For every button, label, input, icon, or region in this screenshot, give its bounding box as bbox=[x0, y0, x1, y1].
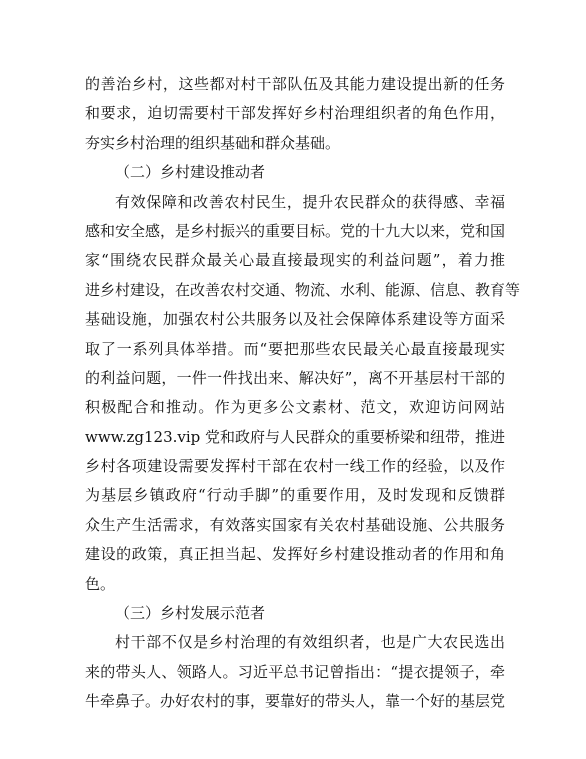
text-line: www.zg123.vip 党和政府与人民群众的重要桥梁和纽带，推进 bbox=[85, 427, 506, 446]
text-line: 基础设施，加强农村公共服务以及社会保障体系建设等方面采 bbox=[85, 310, 505, 329]
text-line: 进乡村建设，在改善农村交通、物流、水利、能源、信息、教育等 bbox=[85, 280, 521, 299]
text-line: 村干部不仅是乡村治理的有效组织者，也是广大农民选出 bbox=[115, 633, 505, 652]
section-heading-3: （三）乡村发展示范者 bbox=[115, 604, 266, 623]
text-line: 众生产生活需求，有效落实国家有关农村基础设施、公共服务 bbox=[85, 515, 505, 534]
text-line: 的利益问题，一件一件找出来、解决好”，离不开基层村干部的 bbox=[85, 368, 505, 387]
text-line: 建设的政策，真正担当起、发挥好乡村建设推动者的作用和角 bbox=[85, 545, 505, 564]
text-line: 和要求，迫切需要村干部发挥好乡村治理组织者的角色作用， bbox=[85, 104, 505, 123]
text-line: 牛牵鼻子。办好农村的事，要靠好的带头人，靠一个好的基层党 bbox=[85, 692, 506, 711]
text-line: 夯实乡村治理的组织基础和群众基础。 bbox=[85, 133, 341, 152]
text-line: 家“围绕农民群众最关心最直接最现实的利益问题”，着力推 bbox=[85, 251, 505, 270]
text-line: 感和安全感，是乡村振兴的重要目标。党的十九大以来，党和国 bbox=[85, 221, 506, 240]
text-line: 来的带头人、领路人。习近平总书记曾指出：“提衣提领子，牵 bbox=[85, 662, 505, 681]
text-line: 有效保障和改善农村民生，提升农民群众的获得感、幸福 bbox=[115, 192, 505, 211]
text-line: 为基层乡镇政府“行动手脚”的重要作用，及时发现和反馈群 bbox=[85, 486, 505, 505]
text-line: 乡村各项建设需要发挥村干部在农村一线工作的经验，以及作 bbox=[85, 457, 505, 476]
section-heading-2: （二）乡村建设推动者 bbox=[115, 163, 266, 182]
document-body bbox=[85, 70, 521, 717]
text-line: 色。 bbox=[85, 574, 116, 593]
text-line: 的善治乡村，这些都对村干部队伍及其能力建设提出新的任务 bbox=[85, 75, 505, 93]
text-line: 积极配合和推动。作为更多公文素材、范文，欢迎访问网站 bbox=[85, 398, 505, 417]
text-line: 取了一系列具体举措。而“要把那些农民最关心最直接最现实 bbox=[85, 339, 505, 358]
